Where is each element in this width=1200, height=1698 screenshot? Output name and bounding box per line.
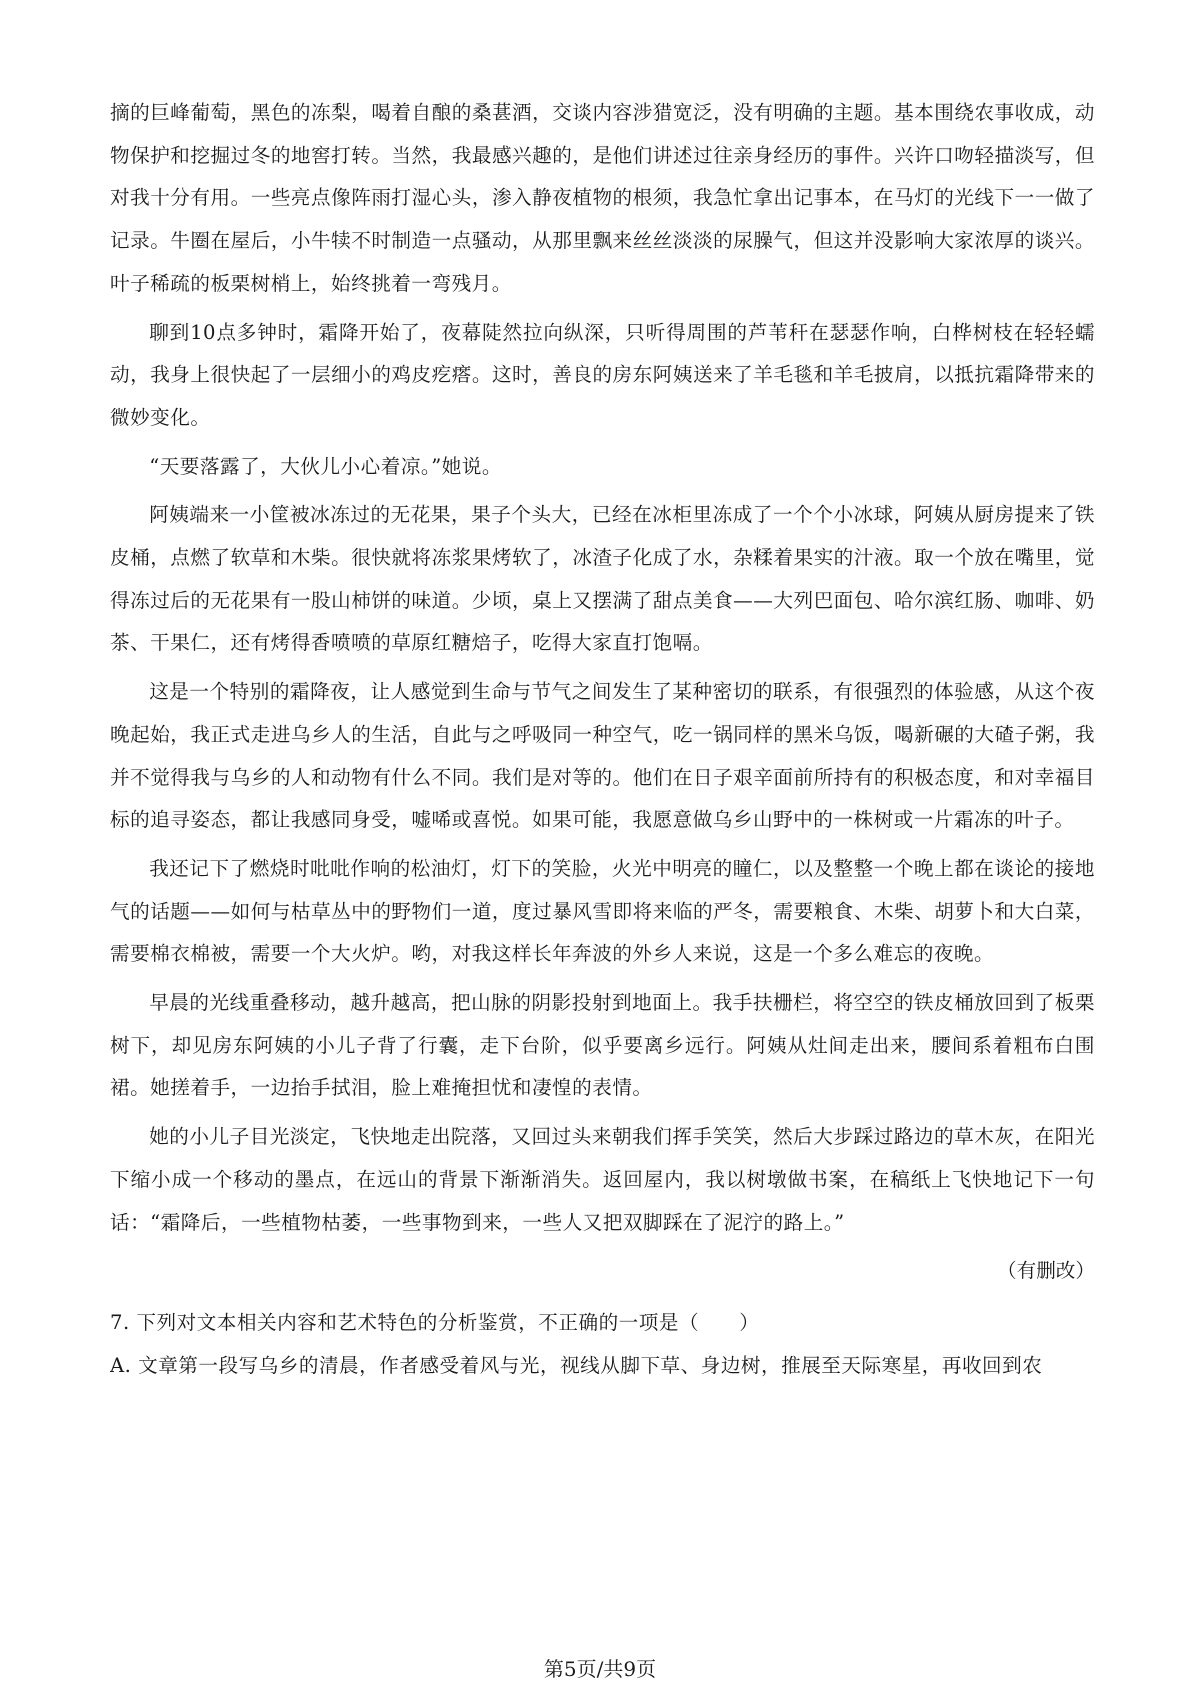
option-a: A. 文章第一段写乌乡的清晨，作者感受着风与光，视线从脚下草、身边树，推展至天际寒星，再收回到农: [110, 1353, 1043, 1377]
paragraph-7: 早晨的光线重叠移动，越升越高，把山脉的阴影投射到地面上。我手扶栅栏，将空空的铁皮桶放回到了板栗树下，却见房东阿姨的小儿子背了行囊，走下台阶，似乎要离乡远行。阿姨从灶间走出来，腰间系着粗布白围裙。她搓着手，一边抬手拭泪，脸上难掩担忧和凄惶的表情。: [110, 991, 1095, 1100]
paragraph-2: 聊到10点多钟时，霜降开始了，夜幕陡然拉向纵深，只听得周围的芦苇秆在瑟瑟作响，白桦树枝在轻轻蠕动，我身上很快起了一层细小的鸡皮疙瘩。这时，善良的房东阿姨送来了羊毛毯和羊毛披肩，以抵抗霜降带来的微妙变化。: [110, 320, 1095, 429]
article-body: [110, 92, 1095, 1388]
paragraph-6: 我还记下了燃烧时吡吡作响的松油灯，灯下的笑脸，火光中明亮的瞳仁，以及整整一个晚上都在谈论的接地气的话题——如何与枯草丛中的野物们一道，度过暴风雪即将来临的严冬，需要粮食、木柴、胡萝卜和大白菜，需要棉衣棉被，需要一个大火炉。哟，对我这样长年奔波的外乡人来说，这是一个多么难忘的夜晚。: [110, 856, 1095, 966]
paragraph-3: “天要落露了，大伙儿小心着凉。”她说。: [149, 454, 503, 478]
page-number: 第5页/共9页: [543, 1657, 657, 1681]
paragraph-4: 阿姨端来一小筐被冰冻过的无花果，果子个头大，已经在冰柜里冻成了一个个小冰球，阿姨从厨房提来了铁皮桶，点燃了软草和木柴。很快就将冻浆果烤软了，冰渣子化成了水，杂糅着果实的汁液。取一个放在嘴里，觉得冻过后的无花果有一股山柿饼的味道。少顷，桌上又摆满了甜点美食——大列巴面包、哈尔滨红肠、咖啡、奶茶、干果仁，还有烤得香喷喷的草原红糖焙子，吃得大家直打饱嗝。: [110, 503, 1095, 655]
paragraph-8: 她的小儿子目光淡定，飞快地走出院落，又回过头来朝我们挥手笑笑，然后大步踩过路边的草木灰，在阳光下缩小成一个移动的墨点，在远山的背景下渐渐消失。返回屋内，我以树墩做书案，在稿纸上飞快地记下一句话：“霜降后，一些植物枯萎，一些事物到来，一些人又把双脚踩在了泥泞的路上。”: [110, 1125, 1095, 1234]
source-note: （有删改）: [997, 1259, 1095, 1283]
question-stem: 7. 下列对文本相关内容和艺术特色的分析鉴赏，不正确的一项是（ ）: [110, 1311, 760, 1335]
paragraph-5: 这是一个特别的霜降夜，让人感觉到生命与节气之间发生了某种密切的联系，有很强烈的体验感，从这个夜晚起始，我正式走进乌乡人的生活，自此与之呼吸同一种空气，吃一锅同样的黑米乌饭，喝新碾的大碴子粥，我并不觉得我与乌乡的人和动物有什么不同。我们是对等的。他们在日子艰辛面前所持有的积极态度，和对幸福目标的追寻姿态，都让我感同身受，嘘唏或喜悦。如果可能，我愿意做乌乡山野中的一株树或一片霜冻的叶子。: [110, 680, 1095, 832]
paragraph-1: 摘的巨峰葡萄，黑色的冻梨，喝着自酿的桑葚酒，交谈内容涉猎宽泛，没有明确的主题。基本围绕农事收成，动物保护和挖掘过冬的地窖打转。当然，我最感兴趣的，是他们讲述过往亲身经历的事件。兴许口吻轻描淡写，但对我十分有用。一些亮点像阵雨打湿心头，渗入静夜植物的根须，我急忙拿出记事本，在马灯的光线下一一做了记录。牛圈在屋后，小牛犊不时制造一点骚动，从那里飘来丝丝淡淡的尿臊气，但这并没影响大家浓厚的谈兴。叶子稀疏的板栗树梢上，始终挑着一弯残月。: [110, 101, 1095, 295]
